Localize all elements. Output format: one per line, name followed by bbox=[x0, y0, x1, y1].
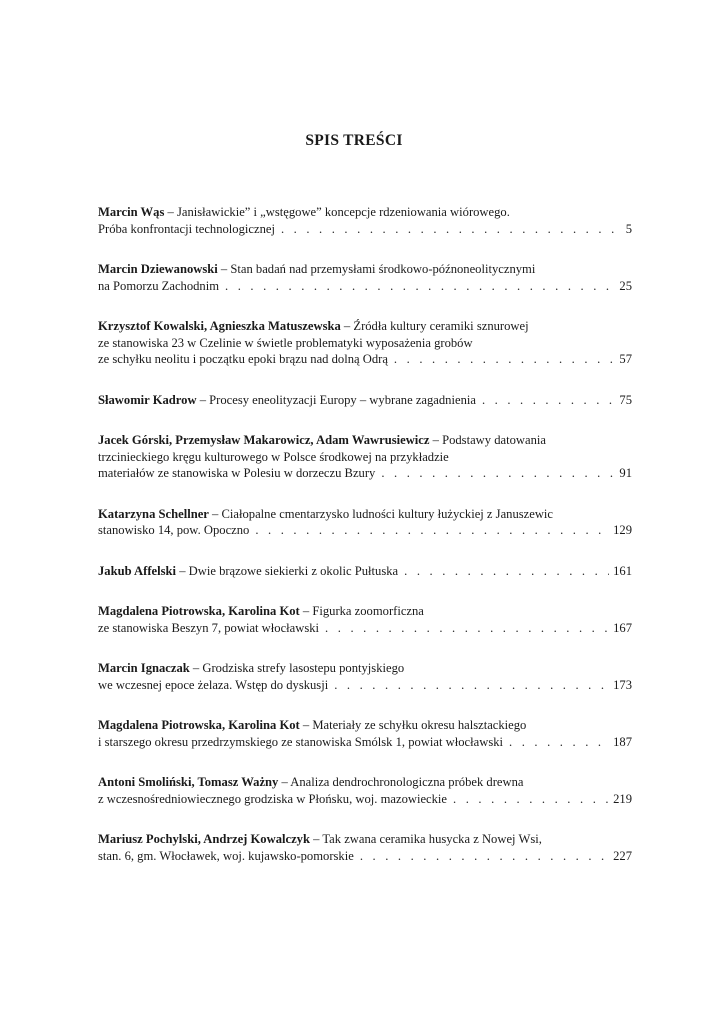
toc-entry-authors: Magdalena Piotrowska, Karolina Kot bbox=[98, 604, 300, 618]
toc-entry bbox=[98, 603, 632, 636]
page-number: 129 bbox=[613, 523, 632, 537]
toc-entry-first-line bbox=[98, 506, 632, 523]
dot-leader bbox=[482, 392, 615, 409]
toc-entry-authors: Marcin Ignaczak bbox=[98, 661, 190, 675]
page-number: 173 bbox=[613, 677, 632, 692]
toc-entry-authors: Marcin Wąs bbox=[98, 205, 165, 219]
page-number: 75 bbox=[619, 392, 632, 407]
toc-entry-title-start: – Janisławickie” i „wstęgowe” koncepcje rdzeniowania wiórowego. bbox=[164, 205, 510, 219]
toc-entry-first-line bbox=[98, 603, 632, 620]
table-of-contents bbox=[98, 204, 632, 888]
toc-entry-title-end: Próba konfrontacji technologicznej bbox=[98, 221, 275, 236]
toc-entry-title-start: – Grodziska strefy lasostepu pontyjskiego bbox=[189, 661, 405, 675]
toc-entry-authors: Magdalena Piotrowska, Karolina Kot bbox=[98, 718, 300, 732]
toc-entry-first-line bbox=[98, 261, 632, 278]
dot-leader bbox=[404, 563, 609, 580]
page-number: 187 bbox=[613, 734, 632, 749]
dot-leader bbox=[381, 465, 615, 482]
dot-leader bbox=[225, 278, 615, 295]
toc-entry-title-start: – Materiały ze schyłku okresu halsztackiego bbox=[299, 718, 527, 732]
toc-entry-first-line bbox=[98, 318, 632, 335]
toc-entry-authors: Sławomir Kadrow bbox=[98, 392, 197, 407]
toc-entry-title-end bbox=[98, 563, 404, 580]
toc-entry-title-end: stanowisko 14, pow. Opoczno bbox=[98, 523, 250, 537]
toc-entry-title-end: ze stanowiska Beszyn 7, powiat włocławski bbox=[98, 620, 320, 635]
toc-entry-title: – Procesy eneolityzacji Europy – wybrane zagadnienia bbox=[196, 392, 476, 407]
toc-entry bbox=[98, 774, 632, 807]
toc-entry-authors: Mariusz Pochylski, Andrzej Kowalczyk bbox=[98, 832, 310, 846]
toc-entry-title-start: – Figurka zoomorficzna bbox=[299, 604, 424, 618]
toc-entry-title: – Dwie brązowe siekierki z okolic Pułtuska bbox=[176, 563, 399, 578]
toc-entry-authors: Jakub Affelski bbox=[98, 563, 177, 578]
toc-entry-first-line bbox=[98, 204, 632, 221]
page-number: 219 bbox=[613, 791, 632, 806]
toc-entry-first-line bbox=[98, 831, 632, 848]
toc-entry-title-start: – Podstawy datowania bbox=[429, 433, 546, 447]
toc-entry-title-end: materiałów ze stanowiska w Polesiu w dorzeczu Bzury bbox=[98, 466, 376, 480]
dot-leader bbox=[334, 677, 609, 694]
dot-leader bbox=[281, 221, 622, 238]
toc-entry-last-line bbox=[98, 734, 632, 751]
toc-entry bbox=[98, 432, 632, 482]
toc-entry-title-end bbox=[98, 392, 482, 409]
toc-entry-authors: Jacek Górski, Przemysław Makarowicz, Adam Wawrusiewicz bbox=[98, 433, 430, 447]
toc-entry bbox=[98, 261, 632, 294]
page-number: 161 bbox=[613, 563, 632, 578]
toc-entry bbox=[98, 506, 632, 539]
toc-entry-last-line bbox=[98, 563, 632, 580]
toc-entry-last-line bbox=[98, 677, 632, 694]
page-number: 91 bbox=[619, 466, 632, 480]
toc-entry bbox=[98, 563, 632, 580]
toc-entry-authors: Krzysztof Kowalski, Agnieszka Matuszewska bbox=[98, 319, 341, 333]
toc-entry bbox=[98, 204, 632, 237]
toc-entry bbox=[98, 831, 632, 864]
page-number: 167 bbox=[613, 620, 632, 635]
toc-entry-first-line bbox=[98, 432, 632, 449]
toc-entry-last-line bbox=[98, 392, 632, 409]
toc-entry-last-line bbox=[98, 848, 632, 865]
toc-entry-last-line bbox=[98, 351, 632, 368]
page-title: SPIS TREŚCI bbox=[305, 132, 403, 149]
toc-entry-title-end: na Pomorzu Zachodnim bbox=[98, 278, 220, 293]
toc-entry-authors: Katarzyna Schellner bbox=[98, 506, 209, 521]
toc-entry-last-line bbox=[98, 221, 632, 238]
toc-entry-last-line bbox=[98, 278, 632, 295]
dot-leader bbox=[325, 620, 609, 637]
dot-leader bbox=[453, 791, 609, 808]
toc-entry-first-line bbox=[98, 774, 632, 791]
toc-entry-title-start: – Tak zwana ceramika husycka z Nowej Wsi, bbox=[309, 832, 542, 846]
toc-entry bbox=[98, 392, 632, 409]
toc-entry-last-line bbox=[98, 465, 632, 482]
toc-entry-title-start: – Źródła kultury ceramiki sznurowej bbox=[340, 319, 529, 333]
page-number: 57 bbox=[619, 352, 632, 366]
dot-leader bbox=[394, 351, 615, 368]
dot-leader bbox=[509, 734, 609, 751]
toc-entry bbox=[98, 318, 632, 368]
toc-entry-title-start: – Stan badań nad przemysłami środkowo-późnoneolitycznymi bbox=[217, 262, 536, 276]
toc-entry-authors: Marcin Dziewanowski bbox=[98, 262, 218, 276]
toc-entry-title-end: stan. 6, gm. Włocławek, woj. kujawsko-pomorskie bbox=[98, 848, 354, 863]
toc-entry-last-line bbox=[98, 620, 632, 637]
toc-entry-title-start: – Analiza dendrochronologiczna próbek drewna bbox=[278, 775, 524, 789]
toc-entry-authors: Antoni Smoliński, Tomasz Ważny bbox=[98, 775, 279, 789]
toc-entry-title-end: z wczesnośredniowiecznego grodziska w Płońsku, woj. mazowieckie bbox=[98, 791, 448, 806]
toc-entry-title-end: we wczesnej epoce żelaza. Wstęp do dyskusji bbox=[98, 677, 329, 692]
toc-entry-first-line bbox=[98, 717, 632, 734]
toc-entry-last-line bbox=[98, 522, 632, 539]
toc-entry-title-end: ze schyłku neolitu i początku epoki brązu nad dolną Odrą bbox=[98, 352, 388, 366]
toc-entry-first-line bbox=[98, 660, 632, 677]
toc-entry-title-line: trzcinieckiego kręgu kulturowego w Polsce środkowej na przykładzie bbox=[98, 449, 449, 464]
toc-entry-title-end: i starszego okresu przedrzymskiego ze stanowiska Smólsk 1, powiat włocławski bbox=[98, 734, 504, 749]
toc-entry-title-start: – Ciałopalne cmentarzysko ludności kultury łużyckiej z Januszewic bbox=[208, 506, 554, 521]
page-number: 25 bbox=[619, 278, 632, 293]
dot-leader bbox=[360, 848, 609, 865]
toc-entry-title-line: ze stanowiska 23 w Czelinie w świetle problematyki wyposażenia grobów bbox=[98, 335, 473, 350]
toc-entry bbox=[98, 717, 632, 750]
dot-leader bbox=[255, 522, 609, 539]
page-number: 227 bbox=[613, 848, 632, 863]
toc-entry-last-line bbox=[98, 791, 632, 808]
page-number: 5 bbox=[625, 221, 632, 236]
toc-entry bbox=[98, 660, 632, 693]
